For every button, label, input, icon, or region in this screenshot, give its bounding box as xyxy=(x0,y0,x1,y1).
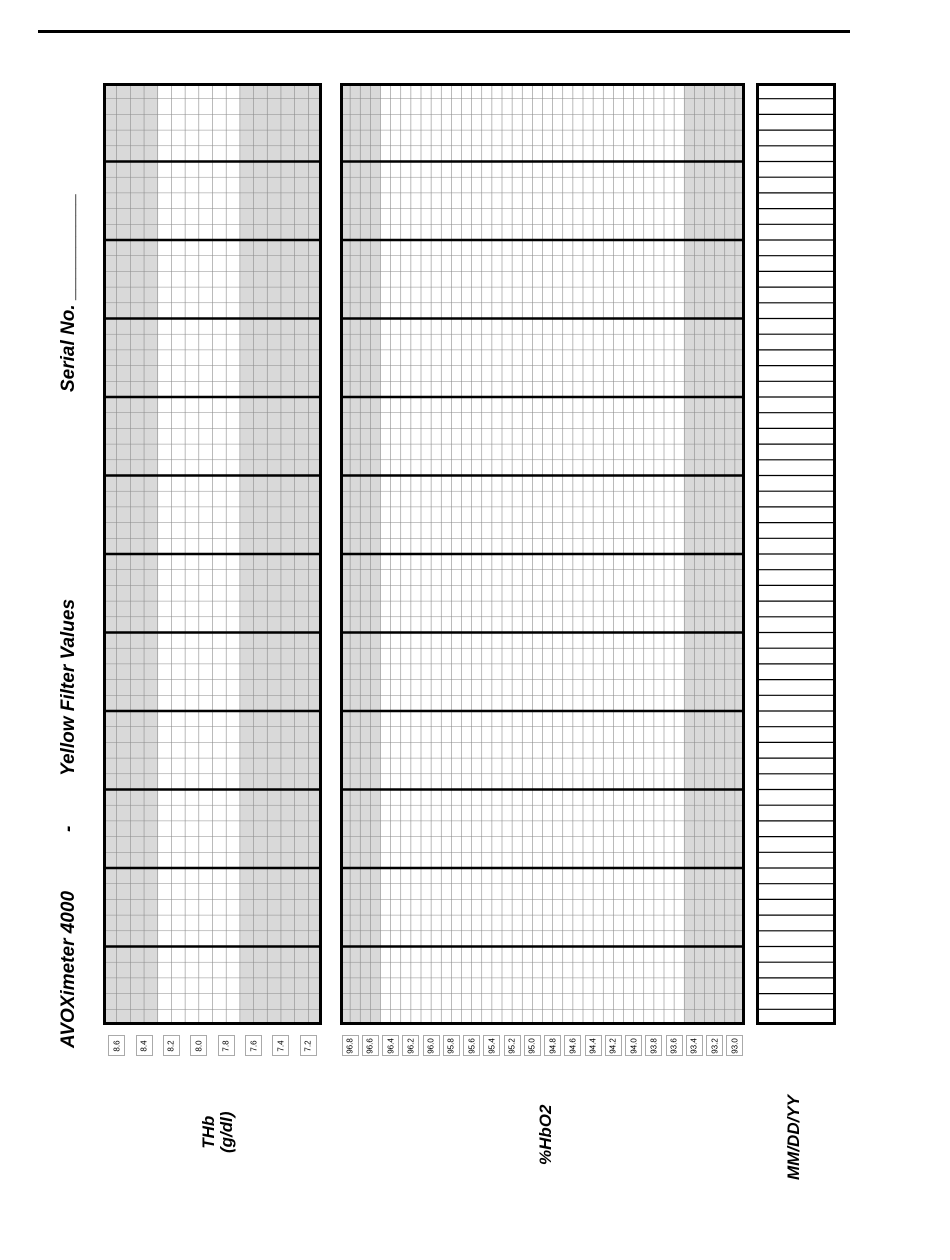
hbo2-tick-label xyxy=(625,1035,642,1056)
hbo2-tick-text: 94.4 xyxy=(588,1037,598,1054)
hbo2-tick-text: 95.0 xyxy=(527,1037,537,1054)
hbo2-tick-label xyxy=(504,1035,521,1056)
date-column-lines xyxy=(756,83,836,1025)
hbo2-axis-title: %HbO2 xyxy=(536,1104,555,1165)
hbo2-tick-label xyxy=(524,1035,541,1056)
hbo2-tick-text: 96.2 xyxy=(406,1037,416,1054)
thb-tick-label xyxy=(272,1035,289,1056)
thb-tick-label xyxy=(136,1035,153,1056)
hbo2-tick-label xyxy=(362,1035,379,1056)
hbo2-tick-text: 94.6 xyxy=(568,1037,578,1054)
hbo2-tick-text: 96.6 xyxy=(365,1037,375,1054)
hbo2-tick-label xyxy=(463,1035,480,1056)
hbo2-tick-text: 93.0 xyxy=(730,1037,740,1054)
thb-tick-text: 8.2 xyxy=(166,1039,176,1052)
thb-axis-title-line2: (g/dl) xyxy=(217,1111,236,1153)
filter-title: Yellow Filter Values xyxy=(58,598,79,776)
hbo2-tick-text: 96.4 xyxy=(386,1037,396,1054)
top-rule xyxy=(38,30,850,33)
hbo2-tick-text: 95.2 xyxy=(507,1037,517,1054)
hbo2-tick-text: 94.0 xyxy=(629,1037,639,1054)
thb-tick-text: 8.0 xyxy=(194,1039,204,1052)
thb-tick-text: 8.6 xyxy=(112,1039,122,1052)
title-separator: - xyxy=(58,825,79,832)
thb-grid-lines xyxy=(103,83,322,1025)
hbo2-tick-text: 93.6 xyxy=(669,1037,679,1054)
thb-tick-text: 7.2 xyxy=(303,1039,313,1052)
thb-tick-label xyxy=(245,1035,262,1056)
hbo2-tick-label xyxy=(686,1035,703,1056)
hbo2-tick-text: 93.4 xyxy=(689,1037,699,1054)
hbo2-tick-label xyxy=(382,1035,399,1056)
hbo2-tick-label xyxy=(544,1035,561,1056)
date-column xyxy=(756,83,836,1025)
thb-tick-label xyxy=(218,1035,235,1056)
hbo2-tick-label xyxy=(342,1035,359,1056)
hbo2-tick-text: 94.2 xyxy=(608,1037,618,1054)
thb-tick-text: 7.6 xyxy=(249,1039,259,1052)
thb-tick-label xyxy=(190,1035,207,1056)
thb-tick-label xyxy=(300,1035,317,1056)
hbo2-tick-text: 93.8 xyxy=(649,1037,659,1054)
thb-grid xyxy=(103,83,322,1025)
hbo2-tick-text: 95.8 xyxy=(446,1037,456,1054)
hbo2-tick-label xyxy=(483,1035,500,1056)
hbo2-tick-text: 93.2 xyxy=(710,1037,720,1054)
hbo2-tick-label xyxy=(585,1035,602,1056)
instrument-title: AVOXimeter 4000 xyxy=(58,890,79,1048)
hbo2-grid-lines xyxy=(340,83,745,1025)
hbo2-tick-text: 96.0 xyxy=(426,1037,436,1054)
hbo2-tick-label xyxy=(423,1035,440,1056)
thb-tick-text: 7.8 xyxy=(221,1039,231,1052)
thb-tick-label xyxy=(108,1035,125,1056)
thb-tick-text: 7.4 xyxy=(276,1039,286,1052)
hbo2-tick-text: 94.8 xyxy=(548,1037,558,1054)
hbo2-tick-label xyxy=(645,1035,662,1056)
hbo2-tick-label xyxy=(605,1035,622,1056)
hbo2-tick-label xyxy=(666,1035,683,1056)
hbo2-tick-text: 96.8 xyxy=(345,1037,355,1054)
hbo2-tick-label xyxy=(402,1035,419,1056)
hbo2-tick-text: 95.6 xyxy=(467,1037,477,1054)
hbo2-grid xyxy=(340,83,745,1025)
hbo2-tick-label xyxy=(564,1035,581,1056)
thb-tick-label xyxy=(163,1035,180,1056)
hbo2-tick-label xyxy=(706,1035,723,1056)
date-axis-title: MM/DD/YY xyxy=(784,1095,803,1180)
thb-tick-text: 8.4 xyxy=(139,1039,149,1052)
hbo2-tick-text: 95.4 xyxy=(487,1037,497,1054)
thb-axis-title xyxy=(200,1111,236,1153)
hbo2-tick-label xyxy=(443,1035,460,1056)
serial-number-label: Serial No. __________ xyxy=(58,193,79,392)
hbo2-tick-label xyxy=(726,1035,743,1056)
thb-axis-title-line1: THb xyxy=(199,1115,218,1149)
